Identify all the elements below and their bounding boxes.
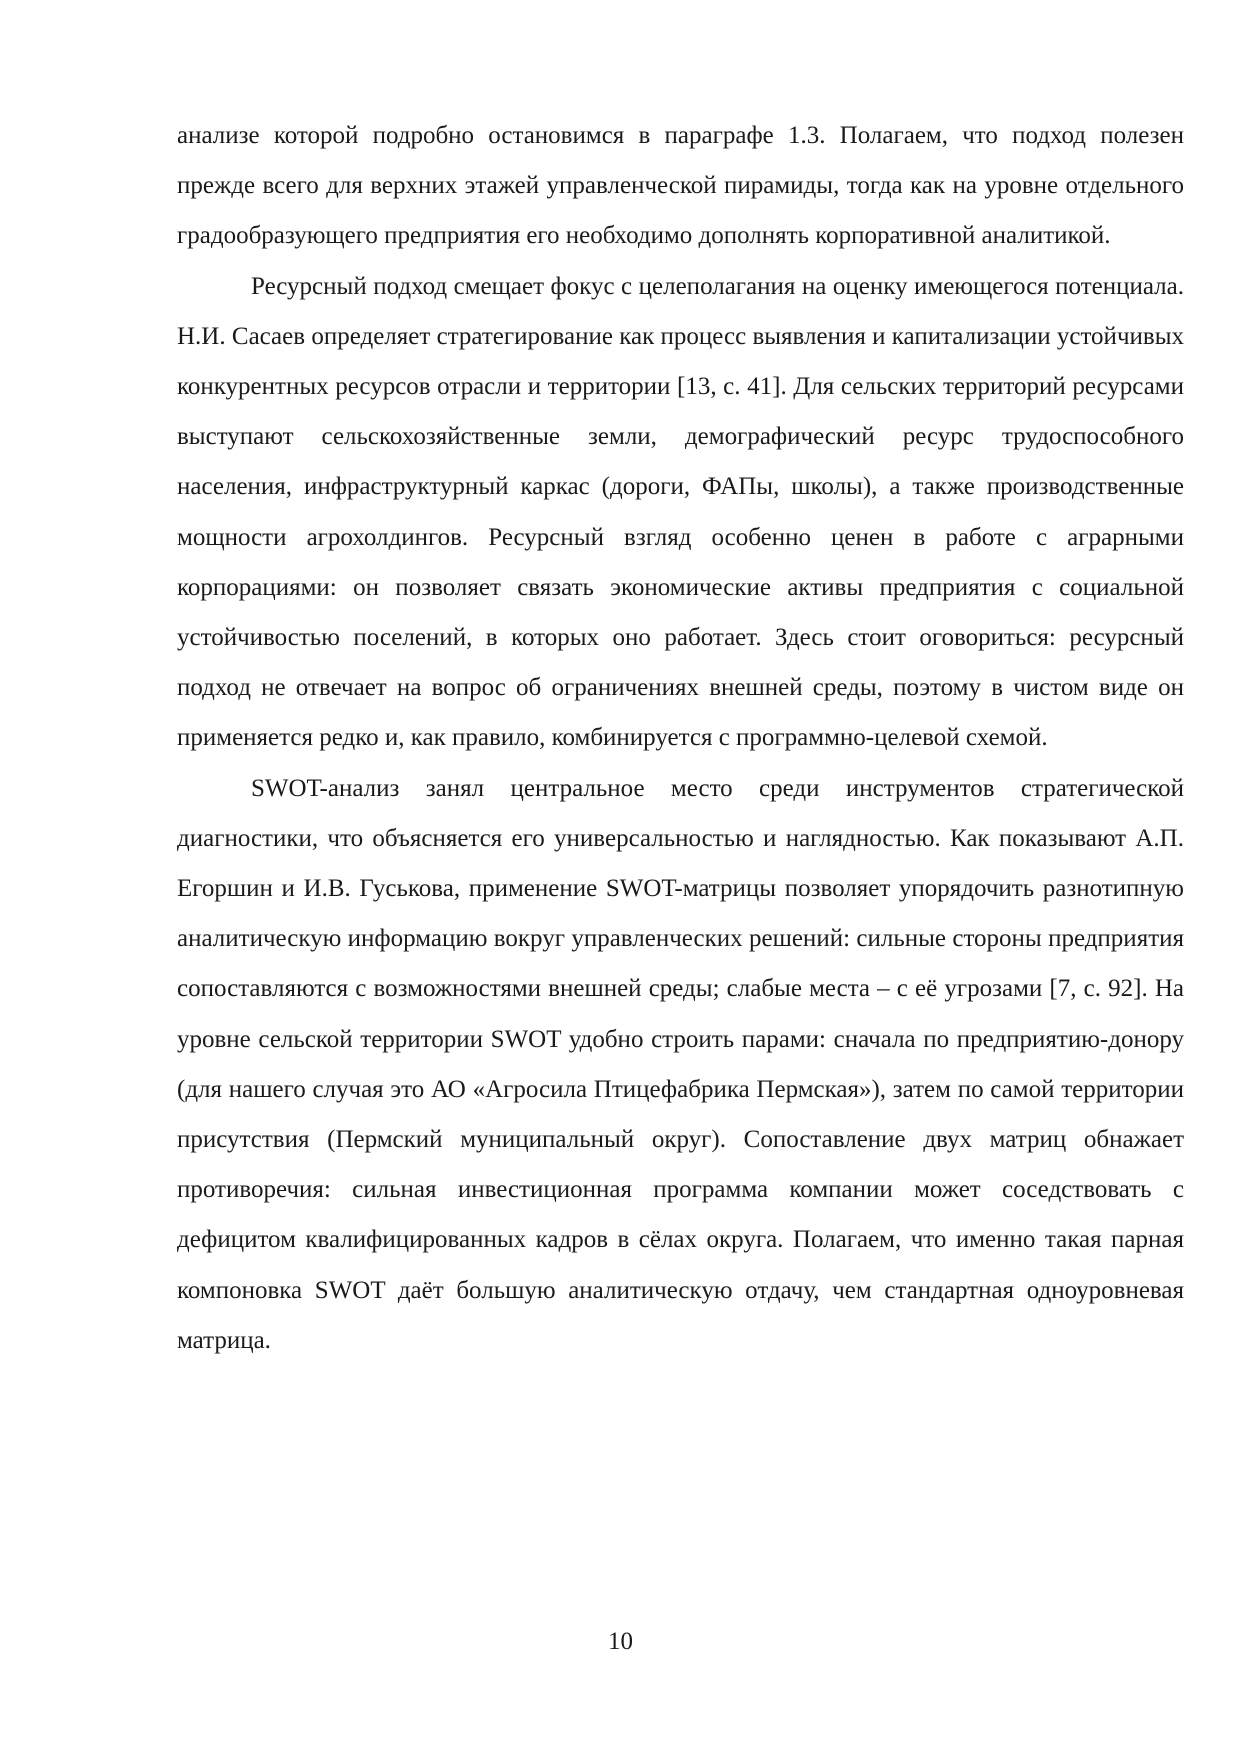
page-number: 10 xyxy=(608,1628,633,1655)
document-page xyxy=(177,111,1184,1366)
paragraph-swot-analysis: SWOT-анализ занял центральное место среди инструментов стратегической диагностики, что объясняется его универсальностью и наглядностью. Как показывают А.П. Егоршин и И.В. Гуськова, применение SWOT-матрицы позволяет упорядочить разнотипную аналитическую информацию вокруг управленческих решений: сильные стороны предприятия сопоставляются с возможностями внешней среды; слабые места – с её угрозами [7, с. 92]. На уровне сельской территории SWOT удобно строить парами: сначала по предприятию-донору (для нашего случая это АО «Агросила Птицефабрика Пермская»), затем по самой территории присутствия (Пермский муниципальный округ). Сопоставление двух матриц обнажает противоречия: сильная инвестиционная программа компании может соседствовать с дефицитом квалифицированных кадров в сёлах округа. Полагаем, что именно такая парная компоновка SWOT даёт большую аналитическую отдачу, чем стандартная одноуровневая матрица. xyxy=(177,774,1184,1354)
paragraph-resource-approach: Ресурсный подход смещает фокус с целеполагания на оценку имеющегося потенциала. Н.И. Сасаев определяет стратегирование как процесс выявления и капитализации устойчивых конкурентных ресурсов отрасли и территории [13, с. 41]. Для сельских территорий ресурсами выступают сельскохозяйственные земли, демографический ресурс трудоспособного населения, инфраструктурный каркас (дороги, ФАПы, школы), а также производственные мощности агрохолдингов. Ресурсный взгляд особенно ценен в работе с аграрными корпорациями: он позволяет связать экономические активы предприятия с социальной устойчивостью поселений, в которых оно работает. Здесь стоит оговориться: ресурсный подход не отвечает на вопрос об ограничениях внешней среды, поэтому в чистом виде он применяется редко и, как правило, комбинируется с программно-целевой схемой. xyxy=(177,272,1184,752)
paragraph-continuation: анализе которой подробно остановимся в параграфе 1.3. Полагаем, что подход полезен прежде всего для верхних этажей управленческой пирамиды, тогда как на уровне отдельного градообразующего предприятия его необходимо дополнять корпоративной аналитикой. xyxy=(177,122,1184,250)
